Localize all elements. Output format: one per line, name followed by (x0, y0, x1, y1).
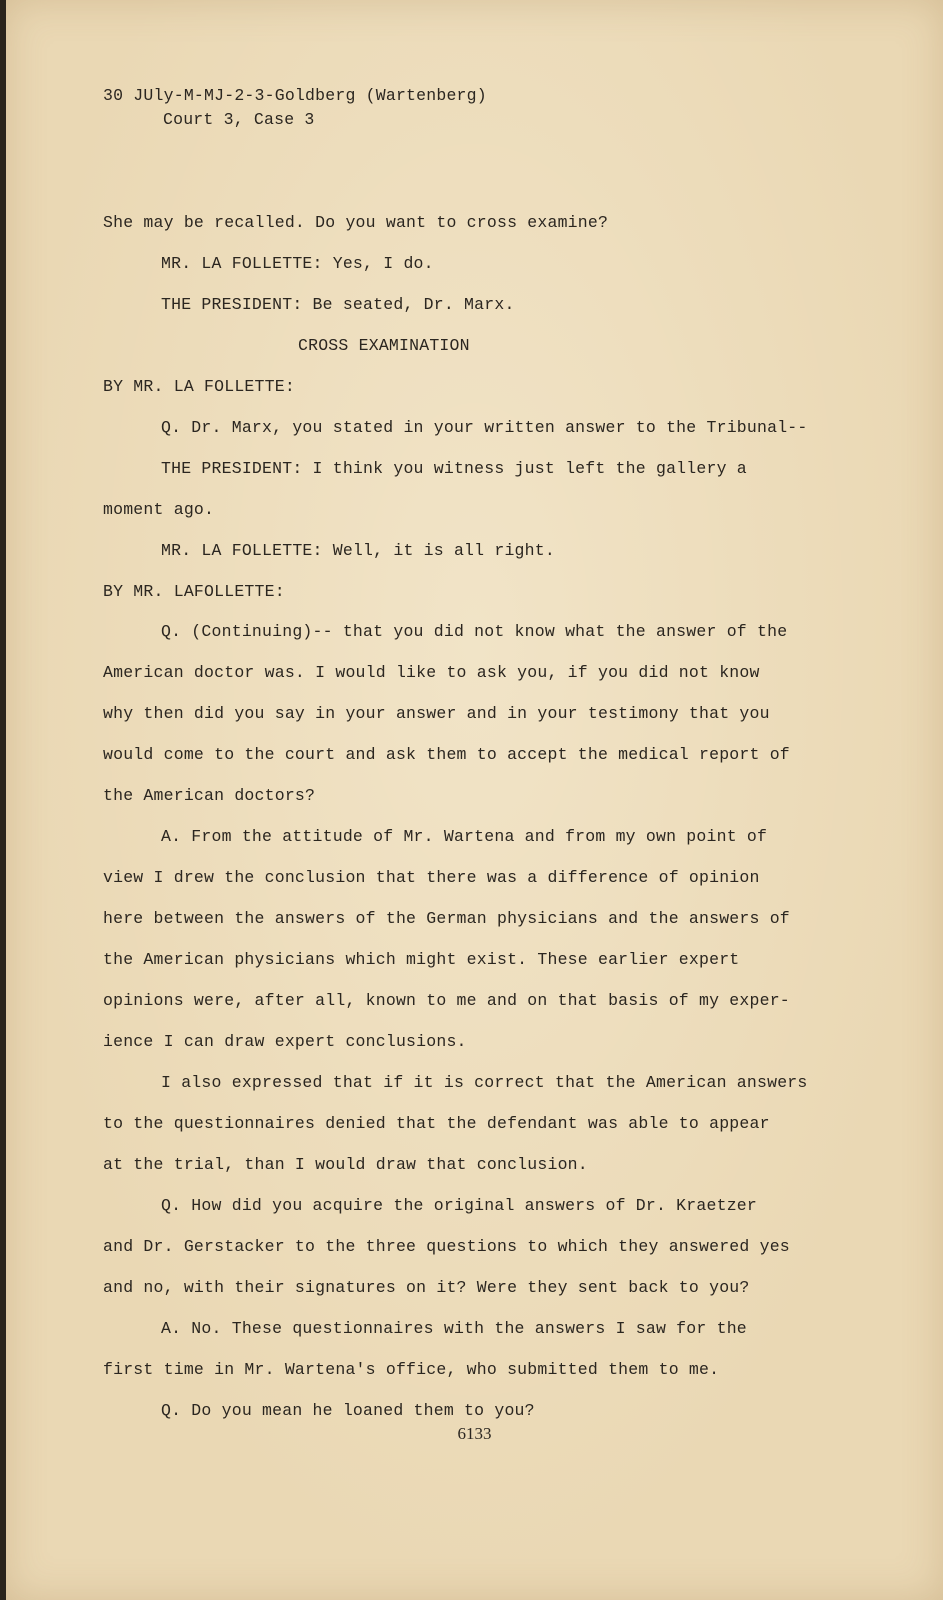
transcript-line: Q. How did you acquire the original answers of Dr. Kraetzer (161, 1196, 757, 1215)
transcript-line: THE PRESIDENT: Be seated, Dr. Marx. (161, 295, 515, 314)
transcript-line: to the questionnaires denied that the defendant was able to appear (103, 1114, 770, 1133)
header-line-2: Court 3, Case 3 (163, 110, 315, 129)
transcript-line: view I drew the conclusion that there was a difference of opinion (103, 868, 760, 887)
transcript-line: American doctor was. I would like to ask you, if you did not know (103, 663, 760, 682)
transcript-line: She may be recalled. Do you want to cross examine? (103, 213, 609, 232)
transcript-line: Q. (Continuing)-- that you did not know what the answer of the (161, 622, 788, 641)
transcript-line: A. From the attitude of Mr. Wartena and from my own point of (161, 827, 768, 846)
transcript-line: THE PRESIDENT: I think you witness just left the gallery a (161, 459, 747, 478)
transcript-line: and no, with their signatures on it? Were they sent back to you? (103, 1278, 750, 1297)
document-page (6, 0, 943, 1600)
transcript-line: MR. LA FOLLETTE: Well, it is all right. (161, 541, 555, 560)
transcript-line: would come to the court and ask them to accept the medical report of (103, 745, 790, 764)
page-number: 6133 (457, 1424, 492, 1443)
transcript-line: MR. LA FOLLETTE: Yes, I do. (161, 254, 434, 273)
transcript-line: the American doctors? (103, 786, 316, 805)
transcript-line: moment ago. (103, 500, 215, 519)
transcript-line: the American physicians which might exist. These earlier expert (103, 950, 740, 969)
header-line-1: 30 JUly-M-MJ-2-3-Goldberg (Wartenberg) (103, 86, 487, 105)
transcript-line: I also expressed that if it is correct that the American answers (161, 1073, 808, 1092)
transcript-line: Q. Do you mean he loaned them to you? (161, 1401, 535, 1420)
transcript-line: and Dr. Gerstacker to the three questions to which they answered yes (103, 1237, 790, 1256)
transcript-line: why then did you say in your answer and in your testimony that you (103, 704, 770, 723)
section-heading: CROSS EXAMINATION (298, 336, 470, 355)
transcript-line: here between the answers of the German physicians and the answers of (103, 909, 790, 928)
transcript-line: at the trial, than I would draw that conclusion. (103, 1155, 588, 1174)
transcript-line: BY MR. LAFOLLETTE: (103, 582, 285, 601)
transcript-line: Q. Dr. Marx, you stated in your written answer to the Tribunal-- (161, 418, 808, 437)
transcript-line: BY MR. LA FOLLETTE: (103, 377, 295, 396)
transcript-line: opinions were, after all, known to me and on that basis of my exper- (103, 991, 790, 1010)
transcript-line: ience I can draw expert conclusions. (103, 1032, 467, 1051)
transcript-line: first time in Mr. Wartena's office, who submitted them to me. (103, 1360, 720, 1379)
transcript-line: A. No. These questionnaires with the answers I saw for the (161, 1319, 747, 1338)
